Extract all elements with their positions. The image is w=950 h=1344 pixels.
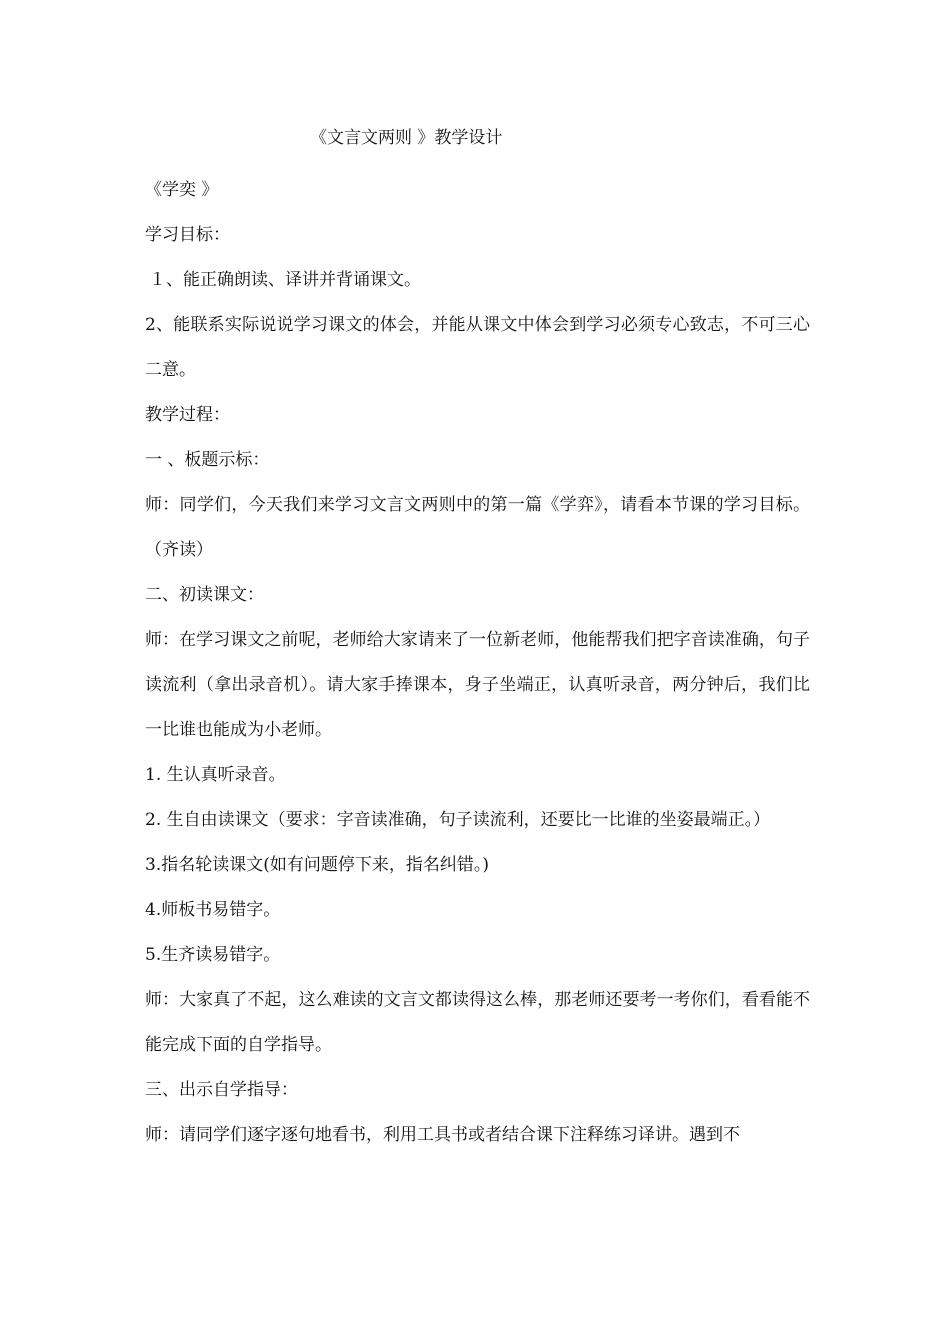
step-heading-3: 三、出示自学指导： bbox=[145, 1080, 298, 1100]
activity-item-1: 1. 生认真听录音。 bbox=[145, 765, 286, 785]
document-title: 《文言文两则 》教学设计 bbox=[310, 128, 503, 148]
lesson-heading: 《学奕 》 bbox=[145, 180, 219, 200]
objective-1: １、能正确朗读、译讲并背诵课文。 bbox=[149, 270, 421, 290]
activity-item-4: 4.师板书易错字。 bbox=[145, 900, 281, 920]
section-label-objectives: 学习目标： bbox=[145, 225, 230, 245]
activity-item-3: 3.指名轮读课文(如有问题停下来，指名纠错。) bbox=[145, 855, 489, 875]
document-body bbox=[145, 168, 810, 1158]
section-label-process: 教学过程： bbox=[145, 405, 230, 425]
teacher-line-3: 师：大家真了不起，这么难读的文言文都读得这么棒，那老师还要考一考你们，看看能不能完成下面的自学指导。 bbox=[145, 990, 810, 1055]
objective-2: 2、能联系实际说说学习课文的体会，并能从课文中体会到学习必须专心致志，不可三心二意。 bbox=[145, 315, 810, 380]
step-heading-2: 二、初读课文： bbox=[145, 585, 264, 605]
teacher-line-1: 师：同学们，今天我们来学习文言文两则中的第一篇《学弈》，请看本节课的学习目标。（齐读） bbox=[145, 495, 810, 560]
step-heading-1: 一 、板题示标： bbox=[145, 450, 270, 470]
teacher-line-2: 师：在学习课文之前呢，老师给大家请来了一位新老师，他能帮我们把字音读准确，句子读流利（拿出录音机）。请大家手捧课本，身子坐端正，认真听录音，两分钟后，我们比一比谁也能成为小老师。 bbox=[145, 630, 810, 740]
activity-item-5: 5.生齐读易错字。 bbox=[145, 945, 281, 965]
activity-item-2: 2. 生自由读课文（要求：字音读准确，句子读流利，还要比一比谁的坐姿最端正。） bbox=[145, 810, 771, 830]
teacher-line-4: 师：请同学们逐字逐句地看书，利用工具书或者结合课下注释练习译讲。遇到不 bbox=[145, 1125, 740, 1145]
